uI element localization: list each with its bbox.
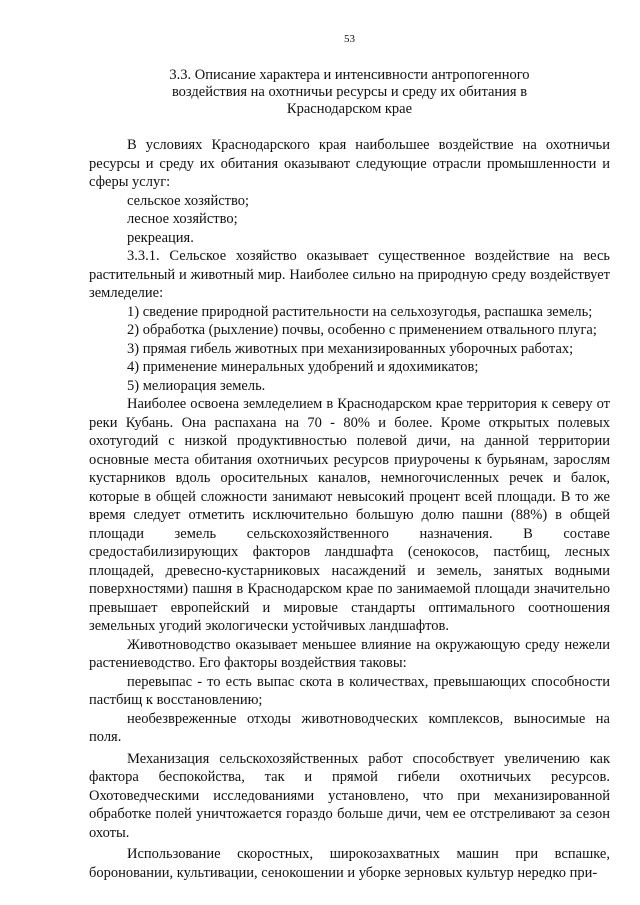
list-item: перевыпас - то есть выпас скота в количествах, превышающих способности пастбищ к восстановлению; <box>89 673 610 708</box>
paragraph: Наиболее освоена земледелием в Краснодарском крае территория к северу от реки Кубань. Она распахана на 70 - 80% и более. Кроме открытых полевых охотугодий с низкой продуктивностью полевой дичи, на данной территории основные места обитания охотничьих ресурсов приурочены к бурьянам, зарослям кустарников вдоль оросительных каналов, немногочисленных речек и балок, которые в общей сложности занимают невысокий процент всей площади. В то же время следует отметить исключительно большую долю пашни (88%) в общей площади земель сельскохозяйственного назначения. В составе средостабилизирующих факторов ландшафта (сенокосов, пастбищ, лесных площадей, древесно-кустарниковых насаждений и земель, занятых водными поверхностями) пашня в Краснодарском крае по занимаемой площади значительно превышает европейский и мировые стандарты оптимального соотношения земельных угодий экологически устойчивых ландшафтов. <box>89 396 610 634</box>
section-title-line: 3.3. Описание характера и интенсивности антропогенного <box>169 67 530 83</box>
list-item: лесное хозяйство; <box>127 211 238 227</box>
section-title-line: воздействия на охотничьи ресурсы и среду их обитания в <box>171 84 528 100</box>
body-text <box>89 136 610 882</box>
paragraph: Животноводство оказывает меньшее влияние на окружающую среду нежели растениеводство. Его факторы воздействия таковы: <box>89 636 610 671</box>
section-title <box>89 67 610 118</box>
list-item: 2) обработка (рыхление) почвы, особенно с применением отвального плуга; <box>127 322 597 338</box>
list-item: рекреация. <box>127 229 194 246</box>
section-title-line: Краснодарском крае <box>286 101 413 117</box>
list-item: 5) мелиорация земель. <box>127 377 266 394</box>
list-item: 3) прямая гибель животных при механизированных уборочных работах; <box>127 340 574 357</box>
list-item: 1) сведение природной растительности на сельхозугодья, распашка земель; <box>127 303 593 320</box>
paragraph: 3.3.1. Сельское хозяйство оказывает существенное воздействие на весь растительный и животный мир. Наиболее сильно на природную среду воздействует земледелие: <box>89 248 610 301</box>
page-number: 53 <box>344 33 355 45</box>
list-item: необезвреженные отходы животноводческих комплексов, выносимые на поля. <box>89 710 610 745</box>
paragraph: В условиях Краснодарского края наибольшее воздействие на охотничьи ресурсы и среду их обитания оказывают следующие отрасли промышленности и сферы услуг: <box>89 137 610 190</box>
paragraph: Механизация сельскохозяйственных работ способствует увеличению как фактора беспокойства, так и прямой гибели охотничьих ресурсов. Охотоведческими исследованиями установлено, что при механизированной обработке полей уничтожается гораздо больше дичи, чем ее отстреливают за сезон охоты. <box>89 750 610 841</box>
list-item: сельское хозяйство; <box>127 192 250 209</box>
paragraph: Использование скоростных, широкозахватных машин при вспашке, бороновании, культивации, сенокошении и уборке зерновых культур нередко при- <box>89 846 610 881</box>
list-item: 4) применение минеральных удобрений и ядохимикатов; <box>127 359 479 375</box>
